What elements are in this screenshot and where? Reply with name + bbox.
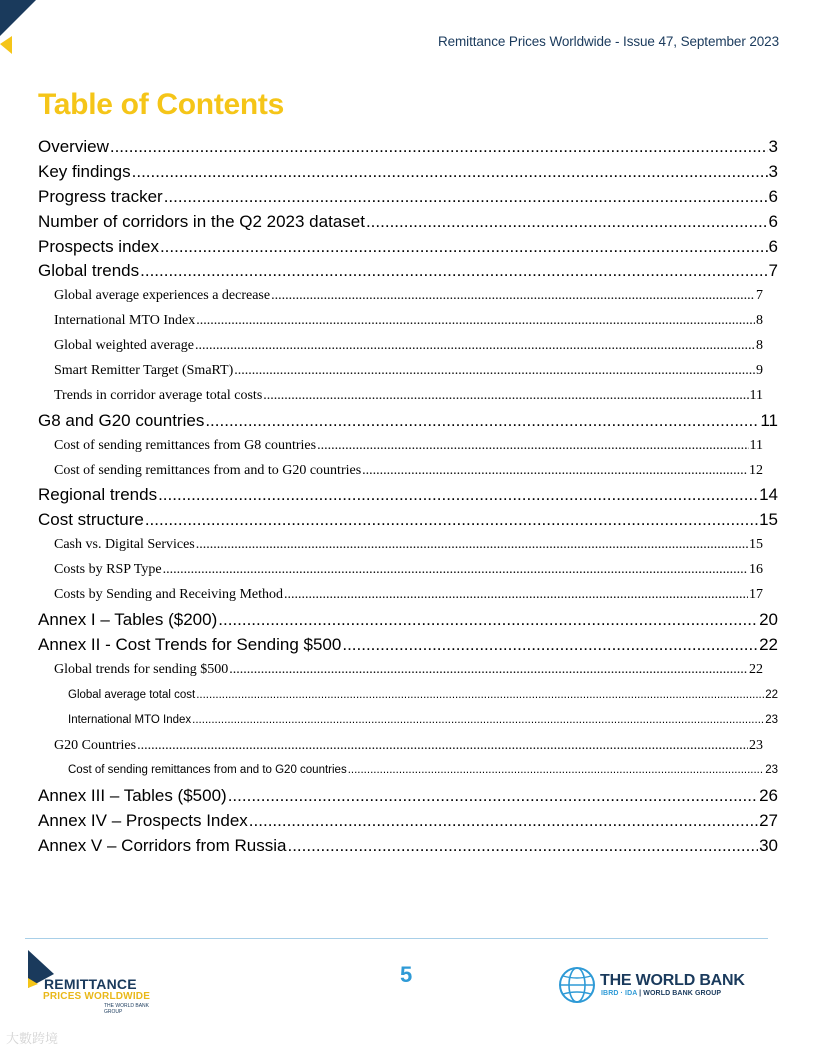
toc-entry-page: 22 xyxy=(759,634,778,654)
toc-entry-label: Progress tracker xyxy=(38,186,163,206)
toc-entry-label: Annex I – Tables ($200) xyxy=(38,609,218,629)
toc-entry[interactable] xyxy=(38,809,778,834)
toc-entry-label: Annex V – Corridors from Russia xyxy=(38,835,287,855)
toc-entry-label: Annex IV – Prospects Index xyxy=(38,810,248,830)
page-number: 5 xyxy=(400,962,413,987)
toc-entry[interactable] xyxy=(38,834,778,859)
toc-entry[interactable] xyxy=(38,608,778,633)
toc-subsubentry[interactable] xyxy=(68,758,778,784)
toc-subentry[interactable] xyxy=(54,734,763,759)
toc-entry-page: 12 xyxy=(749,462,763,478)
logo-line-1: REMITTANCE xyxy=(44,976,137,992)
watermark: 大數跨境 xyxy=(6,1031,59,1046)
toc-entry-label: International MTO Index xyxy=(54,313,196,329)
toc-entry-page: 22 xyxy=(765,688,778,701)
toc-entry[interactable] xyxy=(38,784,778,809)
toc-entry-page: 23 xyxy=(765,714,778,727)
toc-entry-page: 8 xyxy=(756,338,763,354)
toc-subentry[interactable] xyxy=(54,459,763,484)
toc-entry[interactable] xyxy=(38,135,778,160)
toc-entry-page: 15 xyxy=(749,537,763,553)
toc-entry-page: 6 xyxy=(768,186,778,206)
toc-entry-label: Trends in corridor average total costs xyxy=(54,387,263,403)
toc-entry-label: Global weighted average xyxy=(54,338,194,354)
toc-entry-label: Overview xyxy=(38,137,109,156)
remittance-prices-logo xyxy=(22,948,162,1015)
toc-subentry[interactable] xyxy=(54,558,763,583)
toc-entry-label: G8 and G20 countries xyxy=(38,410,205,430)
toc-entry-label: Cost of sending remittances from and to G20 countries xyxy=(68,764,347,777)
toc-entry-label: Global average total cost xyxy=(68,688,196,701)
corner-logo-mark xyxy=(0,0,40,60)
toc-entry-page: 11 xyxy=(749,437,763,453)
toc-entry[interactable] xyxy=(38,210,778,235)
toc-entry-label: Global trends for sending $500 xyxy=(54,661,229,677)
toc-entry-label: Global trends xyxy=(38,261,140,281)
toc-entry-label: Annex II - Cost Trends for Sending $500 xyxy=(38,634,342,654)
toc-entry-page: 23 xyxy=(749,737,763,753)
toc-entry-page: 11 xyxy=(749,387,763,403)
toc-entry-page: 7 xyxy=(756,288,763,304)
toc-entry-label: Regional trends xyxy=(38,485,158,505)
toc-subentry[interactable] xyxy=(54,284,763,309)
toc-entry-page: 26 xyxy=(759,785,778,805)
toc-subentry[interactable] xyxy=(54,583,763,608)
table-of-contents xyxy=(38,135,778,859)
toc-entry-label: Key findings xyxy=(38,161,131,181)
world-bank-logo xyxy=(558,966,758,1006)
toc-subentry[interactable] xyxy=(54,309,763,334)
toc-entry-label: Prospects index xyxy=(38,236,159,256)
toc-entry[interactable] xyxy=(38,508,778,533)
running-header: Remittance Prices Worldwide - Issue 47, September 2023 xyxy=(437,34,779,49)
world-bank-name: THE WORLD BANK xyxy=(600,972,745,989)
toc-entry-label: Cost of sending remittances from and to G20 countries xyxy=(54,462,362,478)
toc-entry-page: 6 xyxy=(768,236,778,256)
toc-entry[interactable] xyxy=(38,235,778,260)
toc-entry-page: 9 xyxy=(756,363,763,379)
toc-entry[interactable] xyxy=(38,185,778,210)
toc-subentry[interactable] xyxy=(54,359,763,384)
toc-entry-label: Number of corridors in the Q2 2023 dataset xyxy=(38,211,365,231)
toc-entry-label: Smart Remitter Target (SmaRT) xyxy=(54,363,234,379)
toc-entry-label: Cost structure xyxy=(38,510,144,530)
logo-line-2: PRICES WORLDWIDE xyxy=(43,991,151,1002)
toc-entry-label: Costs by RSP Type xyxy=(54,562,162,578)
toc-subentry[interactable] xyxy=(54,334,763,359)
toc-entry-page: 11 xyxy=(760,410,778,430)
toc-entry-page: 14 xyxy=(759,485,778,505)
toc-subsubentry[interactable] xyxy=(68,708,778,734)
toc-entry-page: 22 xyxy=(749,661,763,677)
toc-entry[interactable] xyxy=(38,633,778,658)
toc-entry[interactable] xyxy=(38,409,778,434)
toc-entry-page: 17 xyxy=(749,587,763,603)
toc-entry-page: 6 xyxy=(768,211,778,231)
toc-entry-page: 3 xyxy=(768,161,778,181)
toc-entry-page: 7 xyxy=(768,261,778,281)
toc-entry-label: Annex III – Tables ($500) xyxy=(38,785,227,805)
toc-entry-page: 27 xyxy=(759,810,778,830)
toc-entry[interactable] xyxy=(38,483,778,508)
globe-icon xyxy=(558,966,596,1004)
toc-entry-page: 3 xyxy=(768,137,778,156)
toc-subentry[interactable] xyxy=(54,434,763,459)
toc-entry-label: G20 Countries xyxy=(54,737,137,753)
toc-entry-page: 23 xyxy=(765,764,778,777)
toc-entry-label: Global average experiences a decrease xyxy=(54,288,271,304)
toc-entry-label: Cost of sending remittances from G8 countries xyxy=(54,437,317,453)
logo-line-3: THE WORLD BANK GROUP xyxy=(104,1003,150,1015)
toc-subentry[interactable] xyxy=(54,384,763,409)
page-title: Table of Contents xyxy=(38,88,285,121)
toc-entry-label: Cash vs. Digital Services xyxy=(54,537,195,553)
toc-entry[interactable] xyxy=(38,259,778,284)
footer-divider xyxy=(25,938,768,939)
toc-entry-page: 30 xyxy=(759,835,778,855)
toc-entry-label: International MTO Index xyxy=(68,714,192,727)
toc-entry-page: 15 xyxy=(759,510,778,530)
toc-entry-page: 20 xyxy=(759,609,778,629)
toc-subentry[interactable] xyxy=(54,658,763,683)
toc-entry-page: 8 xyxy=(756,313,763,329)
toc-entry[interactable] xyxy=(38,160,778,185)
toc-subentry[interactable] xyxy=(54,533,763,558)
world-bank-subtitle: IBRD · IDA | WORLD BANK GROUP xyxy=(601,990,722,997)
toc-entry-label: Costs by Sending and Receiving Method xyxy=(54,587,284,603)
toc-entry-page: 16 xyxy=(749,562,763,578)
toc-subsubentry[interactable] xyxy=(68,683,778,709)
